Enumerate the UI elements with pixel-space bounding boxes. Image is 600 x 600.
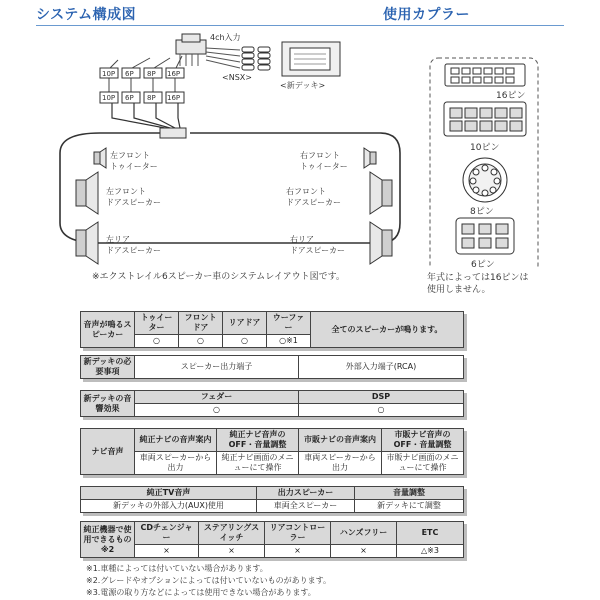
- footnote-2: ※2.グレードやオプションによっては付いていないものがあります。: [86, 576, 331, 585]
- col-hands-free: ハンズフリー: [331, 522, 397, 545]
- col-oem-tv-audio: 純正TV音声: [81, 487, 257, 500]
- coupler-6pin-icon: [456, 218, 514, 254]
- rca-plugs: [242, 47, 270, 70]
- new-deck-label: <新デッキ>: [280, 81, 326, 90]
- val-tweeter: ○: [135, 335, 179, 348]
- col-oem-navi-volume: 純正ナビ音声のOFF・音量調整: [217, 429, 299, 452]
- nsx-label: <NSX>: [222, 73, 252, 82]
- navi-table: [80, 428, 464, 475]
- left-front-door-label-1: 左フロント: [106, 187, 146, 196]
- col-cd-changer: CDチェンジャー: [135, 522, 199, 545]
- col-oem-navi-guidance: 純正ナビの音声案内: [135, 429, 217, 452]
- equipment-header: 純正機器で使用できるもの※2: [81, 522, 135, 558]
- col-etc: ETC: [397, 522, 464, 545]
- right-front-door-label-2: ドアスピーカー: [286, 198, 341, 207]
- connector-bottom-4: 16P: [167, 94, 181, 102]
- harness-wires: [112, 103, 180, 128]
- input-label: 4ch入力: [210, 33, 241, 42]
- effects-table: [80, 390, 464, 417]
- right-rear-door-speaker-icon: [370, 222, 392, 264]
- right-front-tweeter-label-1: 右フロント: [300, 151, 340, 160]
- equipment-table: [80, 521, 464, 558]
- coupler-10pin-label: 10ピン: [470, 143, 500, 153]
- col-aftermarket-navi-guidance: 市販ナビの音声案内: [299, 429, 382, 452]
- coupler-10pin-icon: [444, 102, 526, 136]
- val-output-speaker: 車両全スピーカー: [257, 500, 355, 513]
- connector-bottom-2: 6P: [125, 94, 134, 102]
- requirements-header: 新デッキの必要事項: [81, 356, 135, 379]
- val-aftermarket-navi-volume: 市販ナビ画面のメニューにて操作: [382, 452, 464, 475]
- requirements-table: [80, 355, 464, 379]
- val-volume-adjust: 新デッキにて調整: [355, 500, 464, 513]
- new-deck: [282, 42, 340, 76]
- layout-notice: ※エクストレイル6スピーカー車のシステムレイアウト図です。: [92, 272, 345, 282]
- right-front-door-speaker-icon: [370, 172, 392, 214]
- col-front-door: フロントドア: [179, 312, 223, 335]
- val-rear-controller: ×: [265, 545, 331, 558]
- val-etc: △※3: [397, 545, 464, 558]
- val-hands-free: ×: [331, 545, 397, 558]
- val-aftermarket-navi-guidance: 車両スピーカーから出力: [299, 452, 382, 475]
- val-oem-navi-volume: 純正ナビ画面のメニューにて操作: [217, 452, 299, 475]
- connector-row-bottom: [100, 92, 184, 103]
- col-output-speaker: 出力スピーカー: [257, 487, 355, 500]
- footnote-3: ※3.電源の取り方などによっては使用できない場合があります。: [86, 588, 316, 597]
- coupler-6pin-label: 6ピン: [471, 260, 495, 268]
- requirement-external-input: 外部入力端子(RCA): [299, 356, 464, 379]
- val-steering-switch: ×: [199, 545, 265, 558]
- col-rear-controller: リアコントローラー: [265, 522, 331, 545]
- connector-bottom-3: 8P: [147, 94, 156, 102]
- left-front-tweeter-label-2: トゥイーター: [110, 162, 158, 171]
- coupler-16pin-label: 16ピン: [496, 91, 526, 101]
- effects-header: 新デッキの音響効果: [81, 391, 135, 417]
- connector-top-4: 16P: [167, 70, 181, 78]
- harness-junction: [160, 128, 186, 138]
- val-cd-changer: ×: [135, 545, 199, 558]
- left-tweeter-icon: [94, 148, 106, 168]
- val-rear-door: ○: [223, 335, 267, 348]
- speaker-summary: 全てのスピーカーが鳴ります。: [311, 312, 464, 348]
- col-woofer: ウーファー: [267, 312, 311, 335]
- connector-bottom-1: 10P: [102, 94, 116, 102]
- left-front-door-label-2: ドアスピーカー: [106, 198, 161, 207]
- speaker-table: [80, 311, 464, 348]
- speaker-table-header: 音声が鳴るスピーカー: [81, 312, 135, 348]
- footnote-1: ※1.車種によっては付いていない場合があります。: [86, 564, 268, 573]
- left-rear-door-label-2: ドアスピーカー: [106, 246, 161, 255]
- col-tweeter: トゥイーター: [135, 312, 179, 335]
- coupler-title: 使用カプラー: [383, 7, 470, 23]
- val-oem-navi-guidance: 車両スピーカーから出力: [135, 452, 217, 475]
- system-diagram: [0, 28, 600, 268]
- coupler-8pin-label: 8ピン: [470, 207, 494, 217]
- connector-top-2: 6P: [125, 70, 134, 78]
- col-dsp: DSP: [299, 391, 464, 404]
- val-oem-tv-audio: 新デッキの外部入力(AUX)使用: [81, 500, 257, 513]
- val-front-door: ○: [179, 335, 223, 348]
- val-fader: ○: [135, 404, 299, 417]
- right-front-tweeter-label-2: トゥイーター: [300, 162, 348, 171]
- right-front-door-label-1: 右フロント: [286, 187, 326, 196]
- left-front-tweeter-label-1: 左フロント: [110, 151, 150, 160]
- left-rear-door-speaker-icon: [76, 222, 98, 264]
- year-note: 年式によっては16ピンは使用しません。: [427, 273, 529, 295]
- requirement-speaker-output: スピーカー出力端子: [135, 356, 299, 379]
- tv-table: [80, 486, 464, 513]
- col-volume-adjust: 音量調整: [355, 487, 464, 500]
- connector-top-3: 8P: [147, 70, 156, 78]
- right-rear-door-label-2: ドアスピーカー: [290, 246, 345, 255]
- left-rear-door-label-1: 左リア: [106, 235, 130, 244]
- col-fader: フェダー: [135, 391, 299, 404]
- right-rear-door-label-1: 右リア: [290, 235, 314, 244]
- val-dsp: ○: [299, 404, 464, 417]
- right-tweeter-icon: [364, 148, 376, 168]
- header-divider: [36, 25, 564, 26]
- col-rear-door: リアドア: [223, 312, 267, 335]
- navi-header: ナビ音声: [81, 429, 135, 475]
- col-steering-switch: ステアリングスイッチ: [199, 522, 265, 545]
- connector-top-1: 10P: [102, 70, 116, 78]
- coupler-8pin-icon: [463, 158, 507, 202]
- left-front-door-speaker-icon: [76, 172, 98, 214]
- coupler-16pin-icon: [445, 64, 525, 86]
- nsx-unit: [176, 34, 206, 54]
- val-woofer: ○※1: [267, 335, 311, 348]
- col-aftermarket-navi-volume: 市販ナビ音声のOFF・音量調整: [382, 429, 464, 452]
- connector-row-top: [100, 68, 184, 78]
- system-diagram-title: システム構成図: [36, 7, 137, 23]
